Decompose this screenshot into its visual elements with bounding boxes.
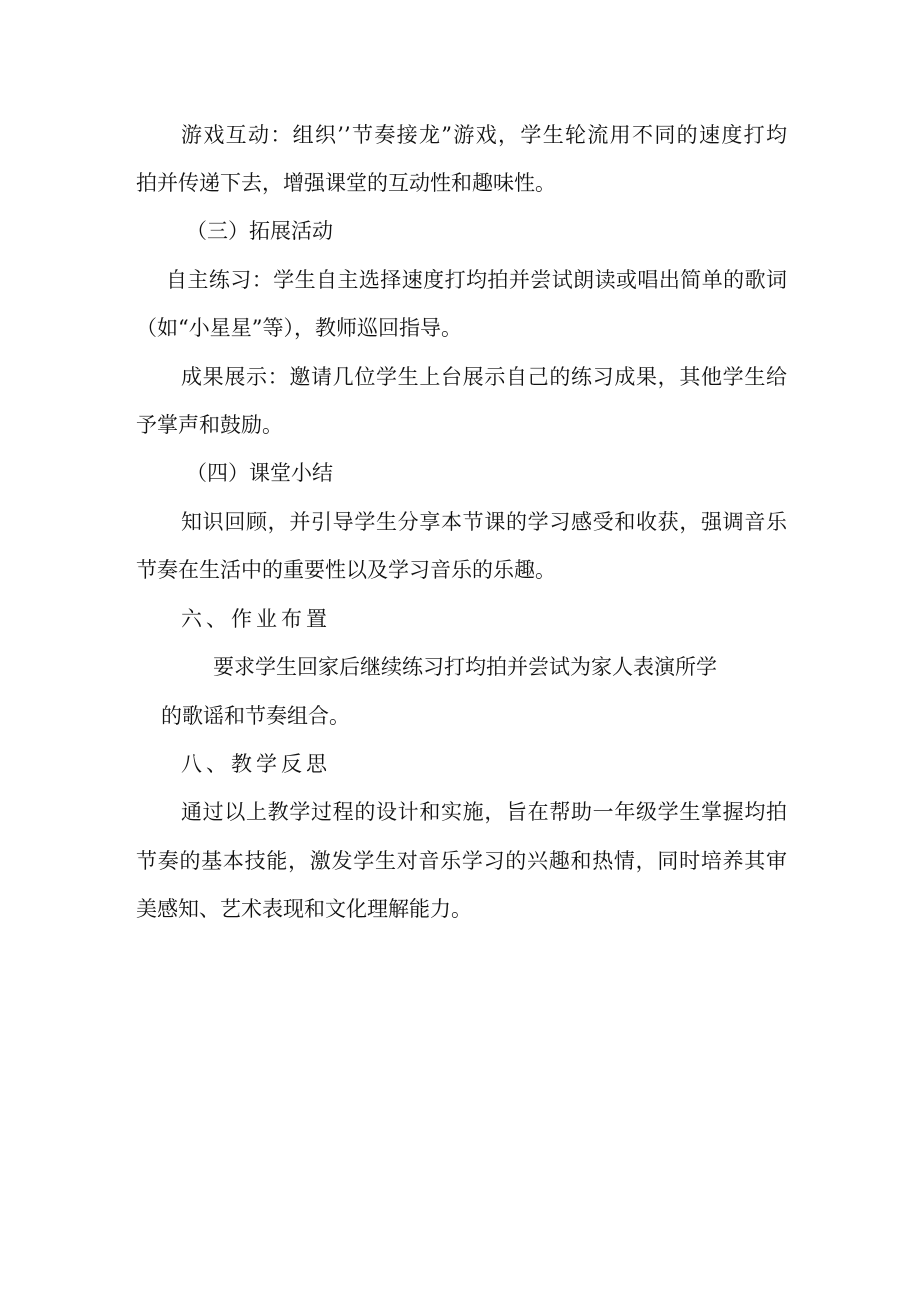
- paragraph-showcase-line-1: 成果展示：邀请几位学生上台展示自己的练习成果，其他学生给: [181, 365, 787, 389]
- paragraph-game-interaction-line-2: 拍并传递下去，增强课堂的互动性和趣味性。: [136, 171, 556, 195]
- paragraph-review-line-2: 节奏在生活中的重要性以及学习音乐的乐趣。: [136, 558, 556, 582]
- heading-extension-activity: （三）拓展活动: [186, 219, 333, 243]
- paragraph-self-practice-line-2: （如“小星星”等），教师巡回指导。: [136, 316, 462, 340]
- paragraph-reflection-line-3: 美感知、艺术表现和文化理解能力。: [136, 897, 472, 921]
- paragraph-homework-line-2: 的歌谣和节奏组合。: [161, 704, 350, 728]
- heading-class-summary: （四）课堂小结: [186, 461, 333, 485]
- paragraph-showcase-line-2: 予掌声和鼓励。: [136, 413, 283, 437]
- paragraph-self-practice-line-1: 自主练习：学生自主选择速度打均拍并尝试朗读或唱出简单的歌词: [166, 268, 787, 292]
- paragraph-reflection-line-2: 节奏的基本技能，激发学生对音乐学习的兴趣和热情，同时培养其审: [136, 849, 787, 873]
- paragraph-review-line-1: 知识回顾，并引导学生分享本节课的学习感受和收获，强调音乐: [181, 510, 787, 534]
- paragraph-game-interaction-line-1: 游戏互动：组织’’节奏接龙”游戏，学生轮流用不同的速度打均: [181, 123, 787, 147]
- heading-homework: 六、作业布置: [181, 607, 331, 631]
- paragraph-homework-line-1: 要求学生回家后继续练习打均拍并尝试为家人表演所学: [213, 655, 717, 679]
- heading-teaching-reflection: 八、教学反思: [181, 752, 331, 776]
- paragraph-reflection-line-1: 通过以上教学过程的设计和实施，旨在帮助一年级学生掌握均拍: [181, 800, 787, 824]
